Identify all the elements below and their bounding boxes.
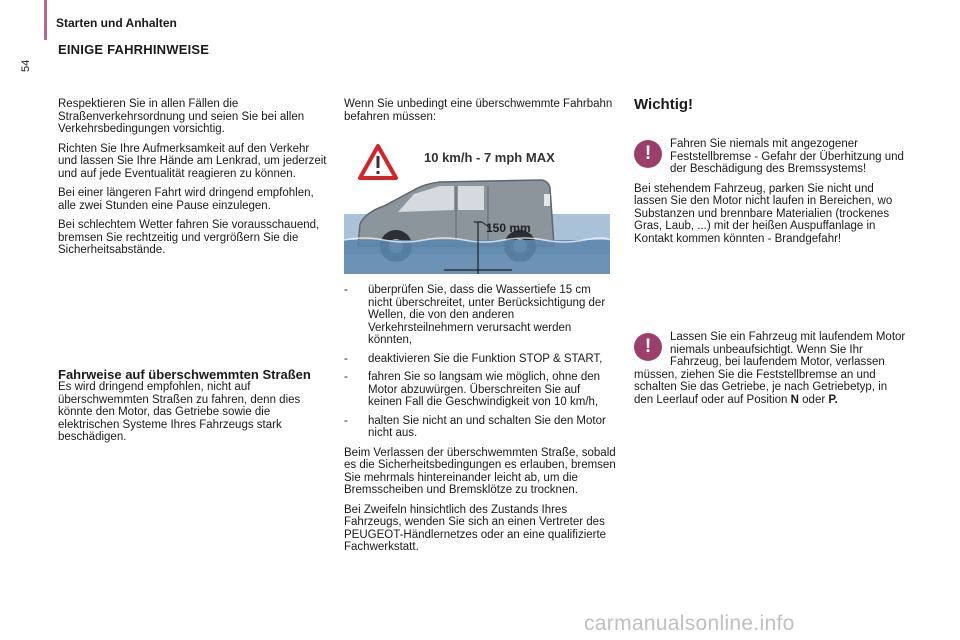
- warning-box-running-engine: [634, 331, 906, 413]
- section-title: EINIGE FAHRHINWEISE: [58, 42, 210, 57]
- warning-text: [634, 331, 906, 406]
- column-general-advice: [58, 98, 330, 264]
- list-dash: -: [344, 284, 348, 296]
- watermark: carmanualsonline.info: [584, 612, 795, 635]
- intro-paragraph: Wenn Sie unbedingt eine überschwemmte Fahrbahn befahren müssen:: [344, 98, 613, 123]
- chapter-title: Starten und Anhalten: [56, 16, 177, 30]
- subheading-flooded-roads: Fahrweise auf überschwemmten Straßen: [58, 367, 311, 382]
- list-item-text: überprüfen Sie, dass die Wassertiefe 15 cm nicht überschreitet, unter Berücksichtigung der Wellen, die von den anderen Verkehrsteilnehmern verursacht werden könnten,: [368, 284, 606, 346]
- paragraph: Beim Verlassen der überschwemmten Straße, sobald es die Sicherheitsbedingungen es erlauben, bremsen Sie mehrmals hintereinander leicht ab, um die Bremsscheiben und Bremsklötze zu trocknen.: [344, 446, 616, 496]
- list-item: [344, 371, 616, 409]
- column-flooded-steps: [344, 284, 616, 561]
- paragraph: Bei einer längeren Fahrt wird dringend empfohlen, alle zwei Stunden eine Pause einzulegen.: [58, 187, 314, 212]
- list-item: [344, 284, 616, 347]
- instruction-list: [344, 284, 616, 440]
- flooded-road-illustration: [344, 140, 610, 280]
- speed-limit-label: 10 km/h - 7 mph MAX: [424, 150, 555, 165]
- list-item-text: deaktivieren Sie die Funktion STOP & START,: [368, 352, 603, 365]
- column-flooded-intro: [344, 98, 616, 130]
- flooded-roads-section: [58, 368, 330, 451]
- paragraph: Es wird dringend empfohlen, nicht auf überschwemmten Straßen zu fahren, denn dies könnte den Motor, das Getriebe sowie die elektrischen Systeme Ihres Fahrzeugs stark beschädigen.: [58, 381, 301, 443]
- list-dash: -: [344, 352, 348, 365]
- warning-text-body: Lassen Sie ein Fahrzeug mit laufendem Motor niemals unbeaufsichtigt. Wenn Sie Ihr Fahrzeug, bei laufendem Motor, verlassen müssen, ziehen Sie die Feststellbremse an und schalten Sie das Getriebe, je nach Getriebetyp, in den Leerlauf oder auf Position: [634, 331, 906, 406]
- list-item: [344, 415, 616, 440]
- gear-position-p: P: [828, 393, 835, 406]
- list-dash: -: [344, 371, 348, 383]
- warning-text: Bei stehendem Fahrzeug, parken Sie nicht und lassen Sie den Motor nicht laufen in Bereichen, wo Substanzen und brennbare Materialien (trockenes Gras, Laub, ...) mit der heißen Auspuffanlage in Kontakt kommen könnten - Brandgefahr!: [634, 182, 893, 245]
- list-item: [344, 353, 616, 366]
- page-number: 54: [20, 59, 32, 72]
- gear-position-n: N: [790, 393, 799, 406]
- paragraph: Bei schlechtem Wetter fahren Sie vorausschauend, bremsen Sie rechtzeitig und vergrößern Sie die Sicherheitsabstände.: [58, 219, 320, 256]
- header-accent-bar: [44, 0, 47, 40]
- list-item-text: halten Sie nicht an und schalten Sie den Motor nicht aus.: [368, 414, 606, 439]
- paragraph: Respektieren Sie in allen Fällen die Straßenverkehrsordnung und seien Sie bei allen Verkehrsbedingungen vorsichtig.: [58, 98, 305, 135]
- warning-box-parking-brake: [634, 138, 906, 252]
- paragraph: Bei Zweifeln hinsichtlich des Zustands Ihres Fahrzeugs, wenden Sie sich an einen Vertreter des PEUGEOT-Händlernetzes oder an eine qualifizierte Fachwerkstatt.: [344, 503, 607, 553]
- warning-text-connector: oder: [798, 393, 829, 406]
- list-item-text: fahren Sie so langsam wie möglich, ohne den Motor abzuwürgen. Überschreiten Sie auf keinen Fall die Geschwindigkeit von 10 km/h,: [368, 371, 601, 408]
- exclamation-icon: !: [634, 140, 662, 168]
- warning-text-end: .: [834, 393, 838, 406]
- warning-text: Fahren Sie niemals mit angezogener Feststellbremse - Gefahr der Überhitzung und der Beschädigung des Bremssystems!: [670, 138, 904, 175]
- important-heading: Wichtig!: [634, 96, 694, 113]
- paragraph: Richten Sie Ihre Aufmerksamkeit auf den Verkehr und lassen Sie Ihre Hände am Lenkrad, um jederzeit und auf jede Eventualität reagieren zu können.: [58, 142, 327, 180]
- water-depth-label: 150 mm: [486, 221, 531, 235]
- list-dash: -: [344, 414, 348, 427]
- exclamation-icon: !: [634, 333, 662, 361]
